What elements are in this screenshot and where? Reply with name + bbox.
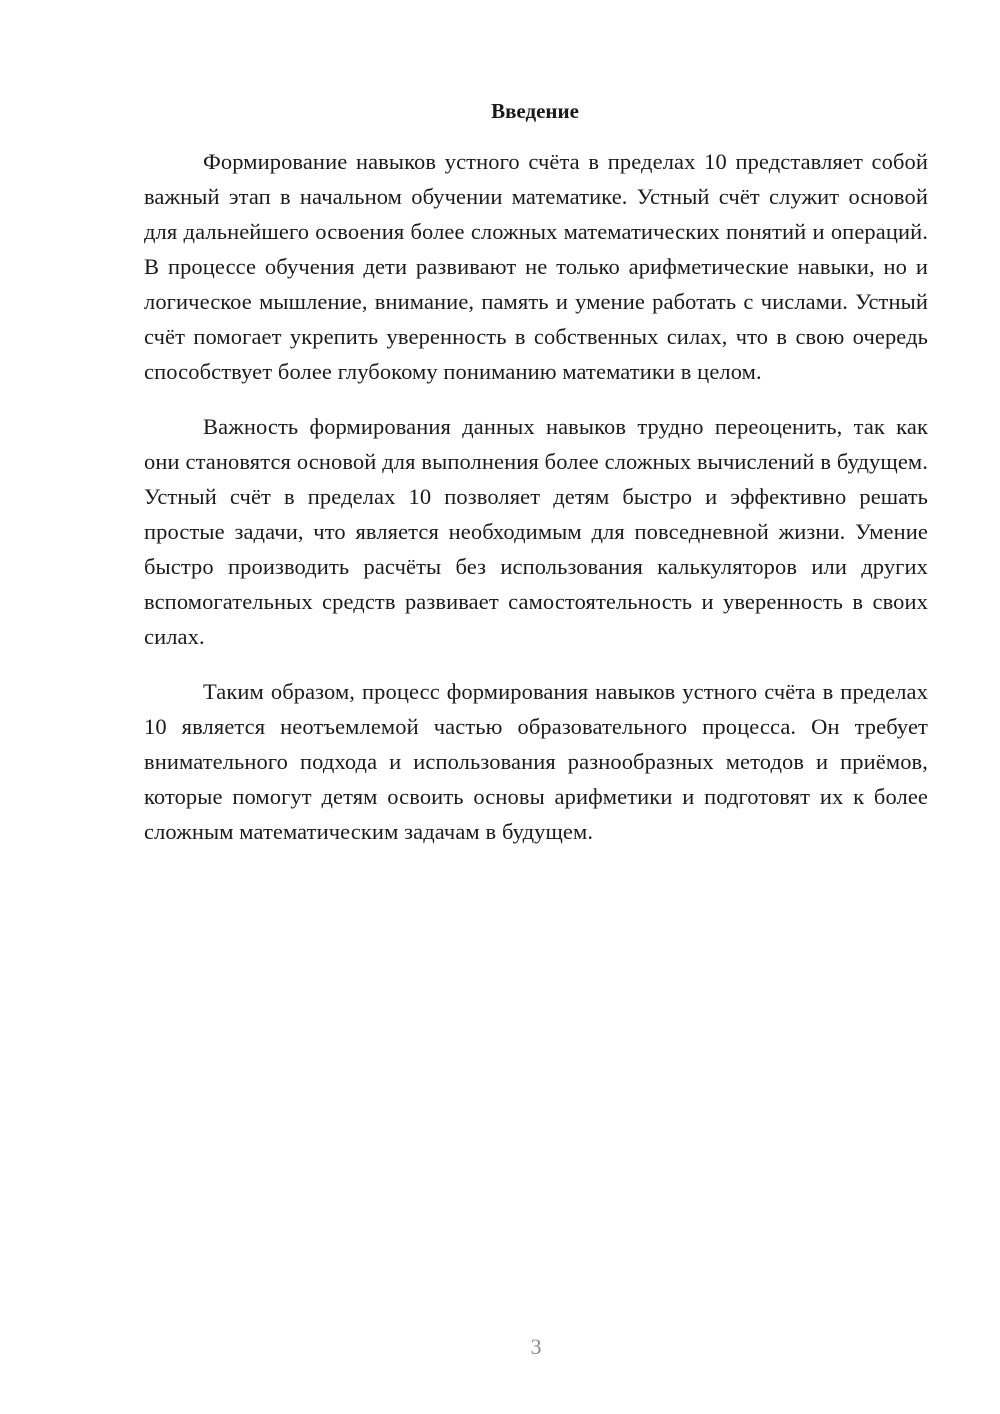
paragraph-1: Формирование навыков устного счёта в пределах 10 представляет собой важный этап в начальном обучении математике. Устный счёт служит основой для дальнейшего освоения более сложных математических понятий и операций. В процессе обучения дети развивают не только арифметические навыки, но и логическое мышление, внимание, память и умение работать с числами. Устный счёт помогает укрепить уверенность в собственных силах, что в свою очередь способствует более глубокому пониманию математики в целом. [144,149,928,384]
section-heading: Введение [491,99,579,123]
body-text [144,144,928,849]
paragraph-3: Таким образом, процесс формирования навыков устного счёта в пределах 10 является неотъемлемой частью образовательного процесса. Он требует внимательного подхода и использования разнообразных методов и приёмов, которые помогут детям освоить основы арифметики и подготовят их к более сложным математическим задачам в будущем. [144,679,928,844]
page-number: 3 [530,1334,542,1359]
paragraph-2: Важность формирования данных навыков трудно переоценить, так как они становятся основой для выполнения более сложных вычислений в будущем. Устный счёт в пределах 10 позволяет детям быстро и эффективно решать простые задачи, что является необходимым для повседневной жизни. Умение быстро производить расчёты без использования калькуляторов или других вспомогательных средств развивает самостоятельность и уверенность в своих силах. [144,414,928,649]
